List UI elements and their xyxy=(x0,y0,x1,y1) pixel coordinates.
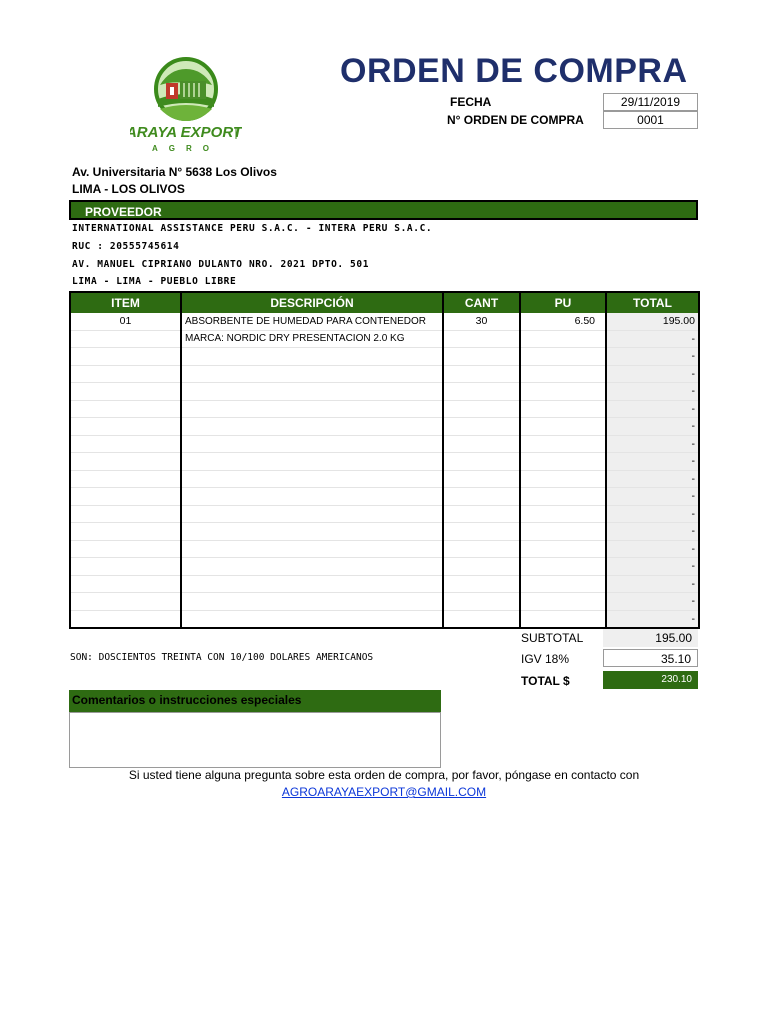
contact-email-link[interactable]: AGROARAYAEXPORT@GMAIL.COM xyxy=(281,785,487,799)
row-item xyxy=(70,453,181,471)
row-description xyxy=(181,540,443,558)
row-description xyxy=(181,453,443,471)
contact-text: Si usted tiene alguna pregunta sobre esta orden de compra, por favor, póngase en contacto con xyxy=(128,768,640,782)
contact-footer xyxy=(0,768,768,799)
row-cant xyxy=(443,400,520,418)
table-row xyxy=(70,418,699,436)
orden-number: 0001 xyxy=(603,111,698,129)
proveedor-header: PROVEEDOR xyxy=(69,200,698,220)
logo-company-name: ARAYA EXPORT xyxy=(130,124,242,141)
row-pu xyxy=(520,488,606,506)
row-item xyxy=(70,348,181,366)
items-table xyxy=(69,291,700,629)
row-total: - xyxy=(606,505,699,523)
table-row xyxy=(70,523,699,541)
table-row xyxy=(70,575,699,593)
row-description xyxy=(181,505,443,523)
igv-label: IGV 18% xyxy=(521,652,570,666)
row-item xyxy=(70,365,181,383)
row-item xyxy=(70,558,181,576)
table-row xyxy=(70,383,699,401)
row-cant xyxy=(443,348,520,366)
row-pu xyxy=(520,593,606,611)
table-row xyxy=(70,330,699,348)
row-item: 01 xyxy=(70,313,181,330)
row-pu xyxy=(520,418,606,436)
row-total: - xyxy=(606,435,699,453)
row-cant xyxy=(443,383,520,401)
row-description xyxy=(181,523,443,541)
table-row xyxy=(70,593,699,611)
row-description xyxy=(181,400,443,418)
row-item xyxy=(70,435,181,453)
row-description xyxy=(181,470,443,488)
row-pu xyxy=(520,383,606,401)
row-pu xyxy=(520,575,606,593)
row-cant: 30 xyxy=(443,313,520,330)
row-total: - xyxy=(606,453,699,471)
table-row xyxy=(70,558,699,576)
row-description xyxy=(181,418,443,436)
row-pu xyxy=(520,348,606,366)
row-item xyxy=(70,575,181,593)
row-item xyxy=(70,383,181,401)
row-item xyxy=(70,610,181,628)
row-item xyxy=(70,540,181,558)
table-row xyxy=(70,400,699,418)
row-cant xyxy=(443,330,520,348)
proveedor-city: LIMA - LIMA - PUEBLO LIBRE xyxy=(72,276,237,287)
row-description xyxy=(181,575,443,593)
col-header-cant: CANT xyxy=(443,292,520,313)
row-pu xyxy=(520,330,606,348)
row-total: - xyxy=(606,418,699,436)
row-total: - xyxy=(606,540,699,558)
table-row xyxy=(70,505,699,523)
fecha-label: FECHA xyxy=(450,95,492,109)
row-total: 195.00 xyxy=(606,313,699,330)
row-total: - xyxy=(606,593,699,611)
col-header-descripcion: DESCRIPCIÓN xyxy=(181,292,443,313)
row-cant xyxy=(443,540,520,558)
row-pu xyxy=(520,610,606,628)
row-pu: 6.50 xyxy=(520,313,606,330)
proveedor-ruc: RUC : 20555745614 xyxy=(72,241,180,252)
row-cant xyxy=(443,610,520,628)
row-description xyxy=(181,488,443,506)
row-description xyxy=(181,365,443,383)
row-total: - xyxy=(606,383,699,401)
row-item xyxy=(70,593,181,611)
row-total: - xyxy=(606,365,699,383)
row-item xyxy=(70,470,181,488)
row-total: - xyxy=(606,488,699,506)
row-total: - xyxy=(606,558,699,576)
row-cant xyxy=(443,435,520,453)
row-cant xyxy=(443,453,520,471)
page-title: ORDEN DE COMPRA xyxy=(340,52,688,90)
row-cant xyxy=(443,558,520,576)
row-total: - xyxy=(606,348,699,366)
table-row xyxy=(70,313,699,330)
subtotal-value: 195.00 xyxy=(603,629,698,647)
row-description xyxy=(181,610,443,628)
proveedor-address: AV. MANUEL CIPRIANO DULANTO NRO. 2021 DPTO. 501 xyxy=(72,259,370,270)
row-description: ABSORBENTE DE HUMEDAD PARA CONTENEDOR xyxy=(181,313,443,330)
row-cant xyxy=(443,365,520,383)
table-row xyxy=(70,540,699,558)
row-description: MARCA: NORDIC DRY PRESENTACION 2.0 KG xyxy=(181,330,443,348)
col-header-item: ITEM xyxy=(70,292,181,313)
row-pu xyxy=(520,365,606,383)
row-total: - xyxy=(606,575,699,593)
comments-header: Comentarios o instrucciones especiales xyxy=(69,690,441,712)
row-cant xyxy=(443,575,520,593)
row-item xyxy=(70,488,181,506)
row-pu xyxy=(520,505,606,523)
table-row xyxy=(70,348,699,366)
row-description xyxy=(181,383,443,401)
row-pu xyxy=(520,453,606,471)
company-logo xyxy=(130,55,242,157)
row-item xyxy=(70,418,181,436)
fecha-value: 29/11/2019 xyxy=(603,93,698,111)
row-total: - xyxy=(606,470,699,488)
table-row xyxy=(70,488,699,506)
subtotal-label: SUBTOTAL xyxy=(521,631,584,645)
col-header-pu: PU xyxy=(520,292,606,313)
row-total: - xyxy=(606,610,699,628)
row-pu xyxy=(520,400,606,418)
table-row xyxy=(70,470,699,488)
row-description xyxy=(181,348,443,366)
row-cant xyxy=(443,418,520,436)
col-header-total: TOTAL xyxy=(606,292,699,313)
company-address-line1: Av. Universitaria N° 5638 Los Olivos xyxy=(72,165,277,179)
row-description xyxy=(181,558,443,576)
company-address-line2: LIMA - LOS OLIVOS xyxy=(72,182,185,196)
row-cant xyxy=(443,523,520,541)
row-pu xyxy=(520,523,606,541)
row-pu xyxy=(520,558,606,576)
total-value: 230.10 xyxy=(603,671,698,689)
row-description xyxy=(181,435,443,453)
row-total: - xyxy=(606,400,699,418)
table-row xyxy=(70,435,699,453)
row-item xyxy=(70,523,181,541)
row-item xyxy=(70,400,181,418)
row-total: - xyxy=(606,330,699,348)
row-description xyxy=(181,593,443,611)
row-pu xyxy=(520,540,606,558)
logo-tagline: AGRO xyxy=(152,144,220,153)
table-row xyxy=(70,365,699,383)
row-cant xyxy=(443,505,520,523)
row-cant xyxy=(443,488,520,506)
total-label: TOTAL $ xyxy=(521,674,570,688)
proveedor-name: INTERNATIONAL ASSISTANCE PERU S.A.C. - INTERA PERU S.A.C. xyxy=(72,223,433,234)
row-pu xyxy=(520,435,606,453)
row-item xyxy=(70,330,181,348)
items-header-row xyxy=(70,292,699,313)
row-pu xyxy=(520,470,606,488)
row-total: - xyxy=(606,523,699,541)
table-row xyxy=(70,453,699,471)
row-item xyxy=(70,505,181,523)
amount-in-words: SON: DOSCIENTOS TREINTA CON 10/100 DOLARES AMERICANOS xyxy=(70,652,374,663)
comments-box[interactable] xyxy=(69,712,441,768)
row-cant xyxy=(443,593,520,611)
orden-label: N° ORDEN DE COMPRA xyxy=(447,113,584,127)
table-row xyxy=(70,610,699,628)
igv-value: 35.10 xyxy=(603,649,698,667)
row-cant xyxy=(443,470,520,488)
